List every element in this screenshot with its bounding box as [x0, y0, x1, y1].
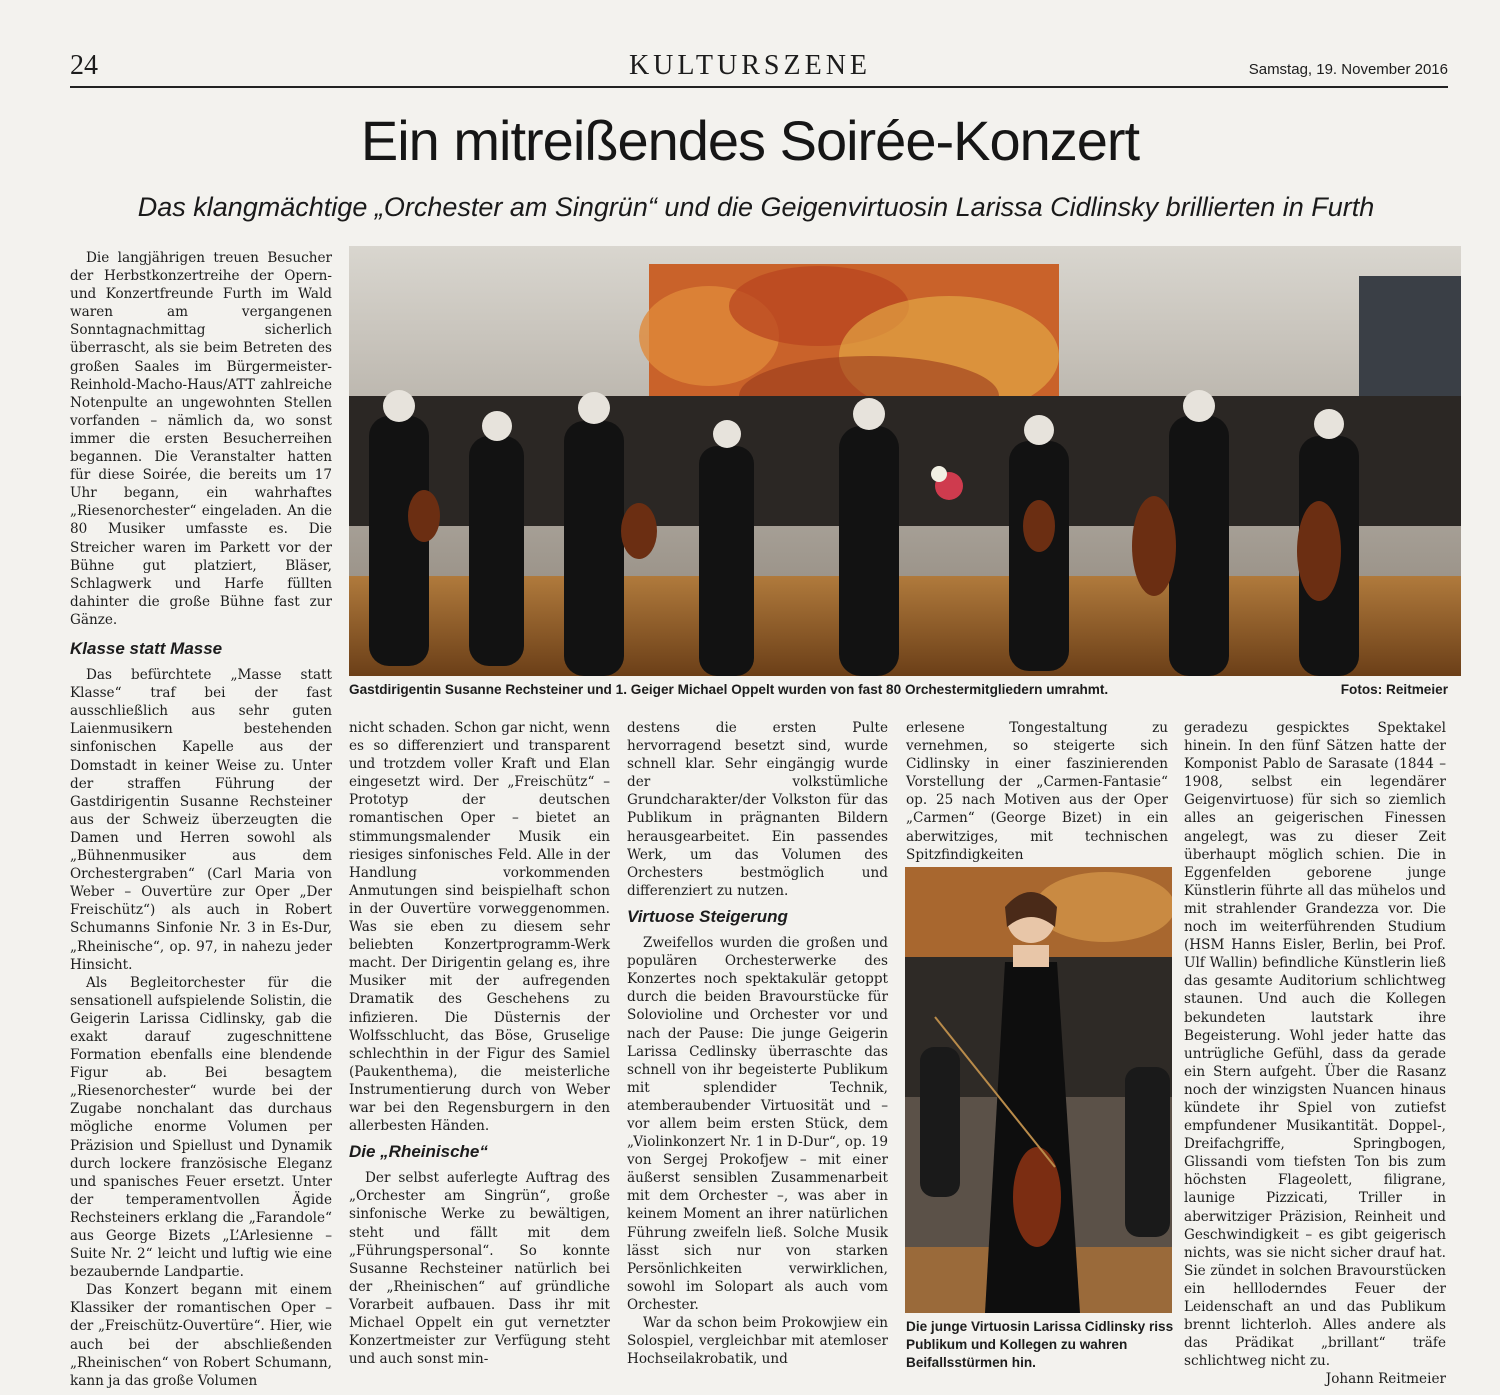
intro-paragraph: Die langjährigen treuen Besucher der Herbstkonzertreihe der Opern- und Konzertfreunde Furth im Wald waren am vergangenen Sonntagnachmittag sicherlich überrascht, als sie beim Betreten des großen Saales im Bürgermeister-Reinhold-Macho-Haus/ATT zahlreiche Notenpulte an ungewohnten Stellen vorfanden – nämlich da, wo sonst immer die ersten Besucherreihen begannen. Die Veranstalter hatten für diese Soirée, die bereits um 17 Uhr begann, ein wahrhaftes „Riesenorchester“ eingeladen. An die 80 Musiker umfasste es. Die Streicher waren im Parkett vor der Bühne gut platziert, Bläser, Schlagwerk und Harfe füllten dahinter die große Bühne fast zur Gänze. [70, 250, 332, 628]
paragraph: Der selbst auferlegte Auftrag des „Orchester am Singrün“, große sinfonische Werke zu bewältigen, steht und fällt mit dem „Führungspersonal“. So konnte Susanne Rechsteiner natürlich bei der „Rheinischen“ auf gründliche Vorarbeit aufbauen. Dass ihr mit Michael Oppelt ein gut vernetzter Konzertmeister zur Verfügung steht und auch sonst min- [349, 1170, 610, 1368]
soloist-photo-caption: Die junge Virtuosin Larissa Cidlinsky riss Publikum und Kollegen zu wahren Beifallsstürmen hin. [906, 1319, 1174, 1370]
paragraph: nicht schaden. Schon gar nicht, wenn es so differenziert und transparent und trotzdem voller Kraft und Elan eingesetzt wird. Der „Freischütz“ – Prototyp der deutschen romantischen Oper – bietet an stimmungsmalender Musik ein riesiges sinfonisches Feld. Alle in der Handlung vorkommenden Anmutungen sind beispielhaft schon in der Ouvertüre vorweggenommen. Was sie eben zu diesem sehr beliebten Konzertprogramm-Werk macht. Der Dirigentin gelang es, ihre Musiker mit der aufregenden Dramatik des Geschehens zu infizieren. Die Düsternis der Wolfsschlucht, das Böse, Gruselige schlechthin in der Figur des Samiel (Paukenthema), die meisterliche Instrumentierung durch von Weber war bei den Regensburgern in den allerbesten Händen. [349, 720, 610, 1135]
column-3 [627, 719, 888, 1368]
subheadline: Das klangmächtige „Orchester am Singrün“ und die Geigenvirtuosin Larissa Cidlinsky brillierten in Furth [137, 192, 1375, 222]
column-1-intro [70, 249, 332, 629]
column-5 [1184, 719, 1446, 1388]
paragraph: Das befürchtete „Masse statt Klasse“ traf bei der fast ausschließlich aus sehr guten Laienmusikern bestehenden sinfonischen Kapelle aus der Domstadt in keiner Weise zu. Unter der straffen Führung der Gastdirigentin Susanne Rechsteiner aus der Schweiz überzeugten die Damen und Herren sowohl als „Bühnenmusiker aus dem Orchestergraben“ (Carl Maria von Weber – Ouvertüre zur Oper „Der Freischütz“) als auch in Robert Schumanns Sinfonie Nr. 3 in Es-Dur, „Rheinische“, op. 97, in nahezu jeder Hinsicht. [70, 667, 332, 973]
subheading-rheinische: Die „Rheinische“ [349, 1142, 488, 1162]
paragraph: geradezu gespicktes Spektakel hinein. In den fünf Sätzen hatte der Komponist Pablo de Sarasate (1844 – 1908, selbst ein legendärer Geigenvirtuose) für sich so ziemlich alles an geigerischen Finessen angelegt, was zu dieser Zeit überhaupt möglich schien. Die in Eggenfelden geborene junge Künstlerin führte all das mühelos und mit strahlender Grandezza vor. Die noch im weiterführenden Studium (HSM Hanns Eisler, Berlin, bei Prof. Ulf Wallin) befindliche Künstlerin ließ das gesamte Auditorium schlichtweg staunen. Und auch die Kollegen bekundeten lautstark ihre Begeisterung. Wohl jeder hatte das untrügliche Gefühl, dass da gerade ein Stern aufgeht. Über die Rasanz noch der winzigsten Nuancen hinaus kündete ihr Spiel von zutiefst empfundener Musikantität. Doppel-, Dreifachgriffe, Springbogen, Glissandi vom tiefsten Ton bis zum höchsten Flageolett, filigrane, launige Pizzicati, Triller in aberwitziger Präzision, Reinheit und Geschwindigkeit – es gibt geigerisch nichts, was sie nicht sicher drauf hat. Sie zündet in solchen Bravourstücken ein hellloderndes Feuer der Leidenschaft an und das Publikum brennt lichterloh. Alles andere als das Prädikat „brillant“ träfe schlichtweg nicht zu. [1184, 720, 1446, 1370]
author-byline: Johann Reitmeier [1325, 1371, 1446, 1388]
paragraph: War da schon beim Prokowjiew ein Solospiel, vergleichbar mit atemloser Hochseilakrobatik, und [627, 1315, 888, 1368]
subheading-virtuose: Virtuose Steigerung [627, 906, 788, 926]
column-4 [906, 719, 1168, 864]
main-photo-caption: Gastdirigentin Susanne Rechsteiner und 1. Geiger Michael Oppelt wurden von fast 80 Orchestermitgliedern umrahmt. [349, 682, 1109, 697]
header-rule [70, 86, 1448, 88]
paragraph: erlesene Tongestaltung zu vernehmen, so steigerte sich Cidlinsky in einer faszinierenden Vorstellung der „Carmen-Fantasie“ op. 25 nach Motiven aus der Oper „Carmen“ (George Bizet) in ein aberwitziges, mit technischen Spitzfindigkeiten [906, 720, 1168, 863]
paragraph: destens die ersten Pulte hervorragend besetzt sind, wurde schnell klar. Sehr eingängig wurde der volkstümliche Grundcharakter/der Volkston für das Publikum in prägnanten Bildern herausgearbeitet. Ein passendes Werk, um das Volumen des Orchesters bestmöglich und differenziert zu nutzen. [627, 720, 888, 899]
column-2 [349, 719, 610, 1368]
soloist-photo [905, 867, 1172, 1313]
headline: Ein mitreißendes Soirée-Konzert [360, 109, 1140, 172]
column-1 [70, 632, 332, 1390]
orchestra-photo-illustration [349, 246, 1461, 676]
section-title: KULTURSZENE [628, 50, 872, 81]
subheading-klasse: Klasse statt Masse [70, 639, 223, 658]
soloist-photo-illustration [905, 867, 1172, 1313]
page-number: 24 [70, 50, 98, 81]
photo-credit: Fotos: Reitmeier [1340, 682, 1448, 697]
paragraph: Zweifellos wurden die großen und populären Orchesterwerke des Konzertes noch spektakulär getoppt durch die beiden Bravourstücke für Solovioline und Orchester vor und nach der Pause: Die junge Geigerin Larissa Cedlinsky überraschte das schnell von ihr begeisterte Publikum mit splendider Technik, atemberaubender Virtuosität und – vor allem beim ersten Stück, dem „Violinkonzert Nr. 1 in D-Dur“, op. 19 von Sergej Prokofjew – mit einer äußerst sensiblen Zusammenarbeit mit dem Orchester –, was aber in keinem Moment an ihrer natürlichen Führung zweifeln ließ. Solche Musik lässt sich nur von starken Persönlichkeiten verwirklichen, sowohl im Solopart als auch vom Orchester. [627, 935, 888, 1313]
orchestra-photo [349, 246, 1461, 676]
issue-date: Samstag, 19. November 2016 [1248, 61, 1448, 78]
paragraph: Als Begleitorchester für die sensationell aufspielende Solistin, die Geigerin Larissa Cidlinsky, gab die exakt darauf zugeschnittene Formation ebenfalls eine blendende Figur ab. Bei besagtem „Riesenorchester“ wurde bei der Zugabe nonchalant das durchaus mögliche enorme Volumen per Präzision und Spiellust und Dynamik durch lockere französische Eleganz und spanisches Feuer ersetzt. Unter der temperamentvollen Ägide Rechsteiners erklang die „Farandole“ aus George Bizets „L’Arlesienne – Suite Nr. 2“ leicht und luftig wie eine bezaubernde Landpartie. [70, 974, 332, 1281]
paragraph: Das Konzert begann mit einem Klassiker der romantischen Oper – der „Freischütz-Ouvertüre“. Hier, wie auch bei der abschließenden „Rheinischen“ von Robert Schumann, kann ja das große Volumen [70, 1282, 332, 1389]
